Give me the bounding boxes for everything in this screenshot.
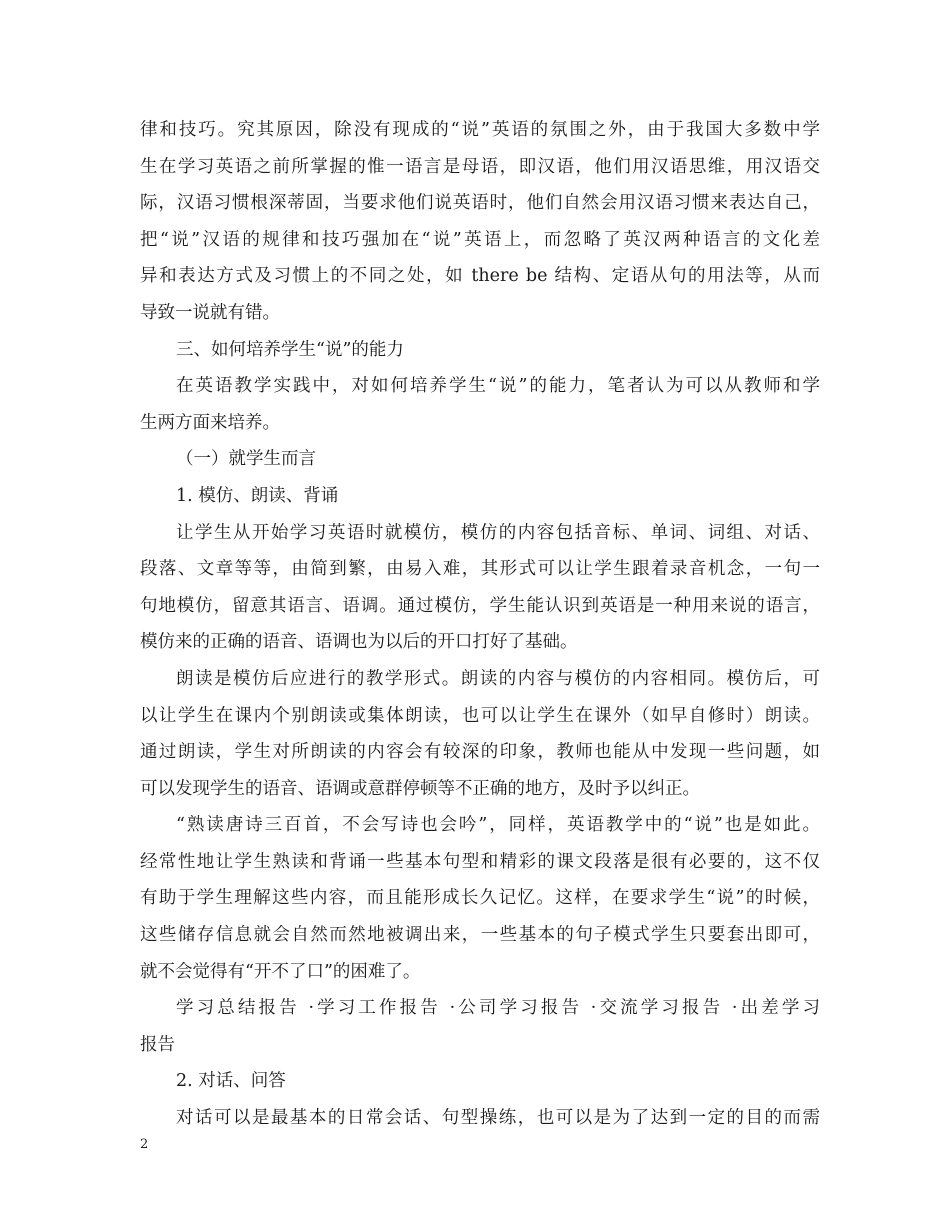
text-line: 三、如何培养学生“说”的能力	[176, 339, 404, 360]
text-line: 段落、文章等等，由简到繁，由易入难，其形式可以让学生跟着录音机念，一句一	[140, 559, 820, 580]
text-line: （一）就学生而言	[176, 449, 316, 470]
text-line: “熟读唐诗三百首，不会写诗也会吟”，同样，英语教学中的“说”也是如此。	[176, 815, 820, 836]
text-line: 模仿来的正确的语音、语调也为以后的开口打好了基础。	[140, 632, 578, 653]
text-line: 句地模仿，留意其语言、语调。通过模仿，学生能认识到英语是一种用来说的语言，	[140, 595, 820, 616]
text-line: 1. 模仿、朗读、背诵	[176, 485, 339, 506]
page-number: 2	[140, 1137, 149, 1152]
text-line: 对话可以是最基本的日常会话、句型操练，也可以是为了达到一定的目的而需	[176, 1108, 820, 1129]
text-line: 把“说”汉语的规律和技巧强加在“说”英语上，而忽略了英汉两种语言的文化差	[140, 229, 820, 250]
text-line: 生在学习英语之前所掌握的惟一语言是母语，即汉语，他们用汉语思维，用汉语交	[140, 156, 820, 177]
text-line: 报告	[140, 1034, 175, 1055]
text-line: 让学生从开始学习英语时就模仿，模仿的内容包括音标、单词、词组、对话、	[176, 522, 820, 543]
document-body	[140, 112, 820, 1137]
text-line: 导致一说就有错。	[140, 302, 280, 323]
text-line: 律和技巧。究其原因，除没有现成的“说”英语的氛围之外，由于我国大多数中学	[140, 120, 820, 140]
text-line: 在英语教学实践中，对如何培养学生“说”的能力，笔者认为可以从教师和学	[176, 376, 820, 397]
text-line: 生两方面来培养。	[140, 412, 280, 433]
text-line: 有助于学生理解这些内容，而且能形成长久记忆。这样，在要求学生“说”的时候，	[140, 888, 820, 909]
text-line: 就不会觉得有“开不了口”的困难了。	[140, 961, 421, 982]
text-line: 以让学生在课内个别朗读或集体朗读，也可以让学生在课外（如早自修时）朗读。	[140, 705, 820, 726]
text-line: 际，汉语习惯根深蒂固，当要求他们说英语时，他们自然会用汉语习惯来表达自己，	[140, 193, 820, 214]
text-line: 学习总结报告 ·学习工作报告 ·公司学习报告 ·交流学习报告 ·出差学习	[176, 998, 820, 1019]
text-line: 朗读是模仿后应进行的教学形式。朗读的内容与模仿的内容相同。模仿后，可	[176, 668, 820, 689]
text-line: 经常性地让学生熟读和背诵一些基本句型和精彩的课文段落是很有必要的，这不仅	[140, 851, 820, 872]
text-line: 2. 对话、问答	[176, 1071, 286, 1092]
text-line: 可以发现学生的语音、语调或意群停顿等不正确的地方，及时予以纠正。	[140, 778, 700, 799]
text-line: 这些储存信息就会自然而然地被调出来，一些基本的句子模式学生只要套出即可，	[140, 925, 820, 946]
text-line: 异和表达方式及习惯上的不同之处，如 there be 结构、定语从句的用法等，从而	[140, 266, 820, 287]
text-line: 通过朗读，学生对所朗读的内容会有较深的印象，教师也能从中发现一些问题，如	[140, 742, 820, 763]
